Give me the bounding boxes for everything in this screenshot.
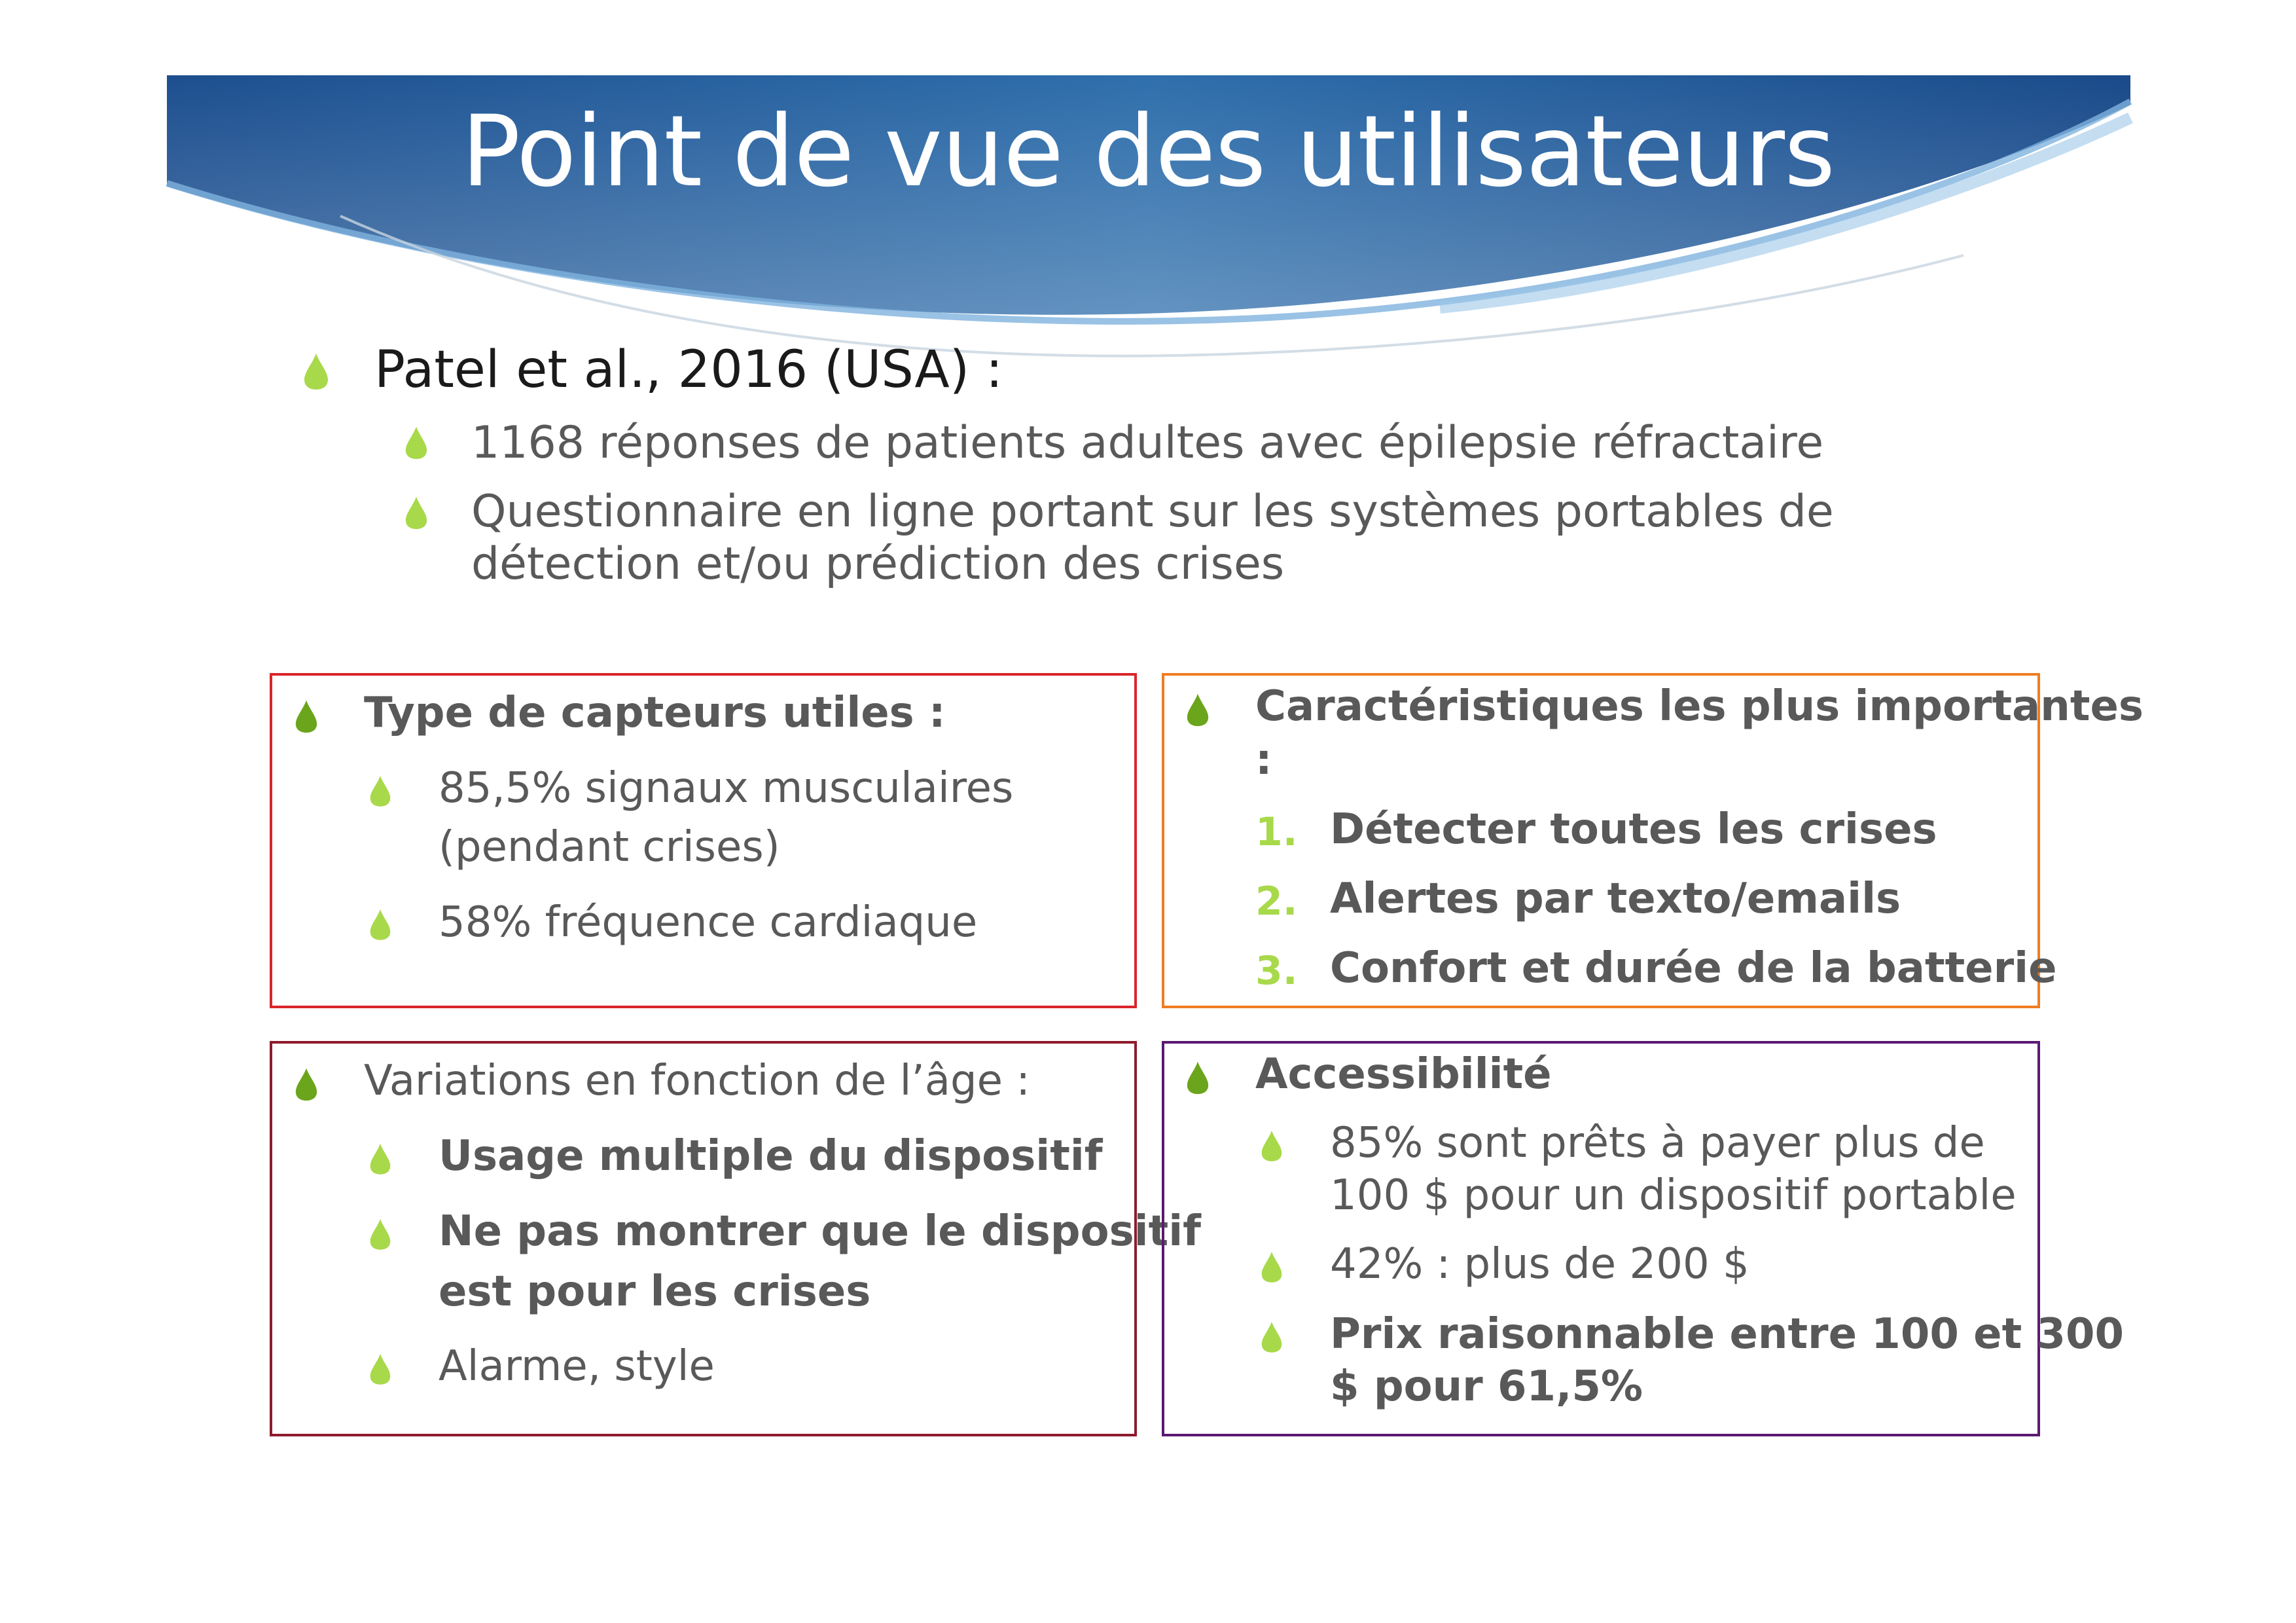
drop-bullet-icon [404,496,428,530]
features-item: Alertes par texto/emails [1330,875,1901,923]
drop-bullet-icon [404,426,428,460]
drop-bullet-icon [369,1353,391,1385]
drop-bullet-icon [295,699,318,733]
intro-item-continued: détection et/ou prédiction des crises [471,538,1285,590]
age-variations-item: Alarme, style [439,1342,715,1391]
accessibility-item: Prix raisonnable entre 100 et 300 [1330,1310,2125,1359]
drop-bullet-icon [1186,693,1210,727]
drop-bullet-icon [1186,1061,1210,1095]
drop-bullet-icon [369,908,391,941]
features-heading-continued: : [1255,736,1272,784]
drop-bullet-icon [303,352,329,390]
accessibility-item-continued: $ pour 61,5% [1330,1362,1643,1411]
drop-bullet-icon [369,775,391,807]
drop-bullet-icon [295,1067,318,1101]
accessibility-item: 85% sont prêts à payer plus de [1330,1119,1985,1167]
page-title: Point de vue des utilisateurs [461,95,1835,209]
accessibility-item: 42% : plus de 200 $ [1330,1240,1749,1288]
drop-bullet-icon [369,1142,391,1175]
list-number: 1. [1255,809,1298,855]
drop-bullet-icon [1261,1250,1283,1283]
list-number: 3. [1255,948,1298,994]
sensors-item: 58% fréquence cardiaque [439,898,978,947]
drop-bullet-icon [369,1218,391,1250]
features-item: Détecter toutes les crises [1330,805,1937,854]
sensors-item-continued: (pendant crises) [439,823,780,871]
age-variations-item-continued: est pour les crises [439,1267,871,1316]
features-heading: Caractéristiques les plus importantes [1255,682,2144,731]
age-variations-heading: Variations en fonction de l’âge : [364,1057,1030,1105]
accessibility-item-continued: 100 $ pour un dispositif portable [1330,1171,2017,1220]
sensors-heading: Type de capteurs utiles : [364,689,946,737]
sensors-item: 85,5% signaux musculaires [439,764,1014,812]
features-item: Confort et durée de la batterie [1330,944,2057,993]
drop-bullet-icon [1261,1129,1283,1162]
intro-heading: Patel et al., 2016 (USA) : [374,340,1003,399]
list-number: 2. [1255,879,1298,924]
intro-item: Questionnaire en ligne portant sur les systèmes portables de [471,486,1834,538]
intro-item: 1168 réponses de patients adultes avec épilepsie réfractaire [471,417,1824,469]
accessibility-heading: Accessibilité [1255,1050,1552,1099]
age-variations-item: Usage multiple du dispositif [439,1132,1103,1180]
drop-bullet-icon [1261,1321,1283,1353]
age-variations-item: Ne pas montrer que le dispositif [439,1207,1201,1256]
